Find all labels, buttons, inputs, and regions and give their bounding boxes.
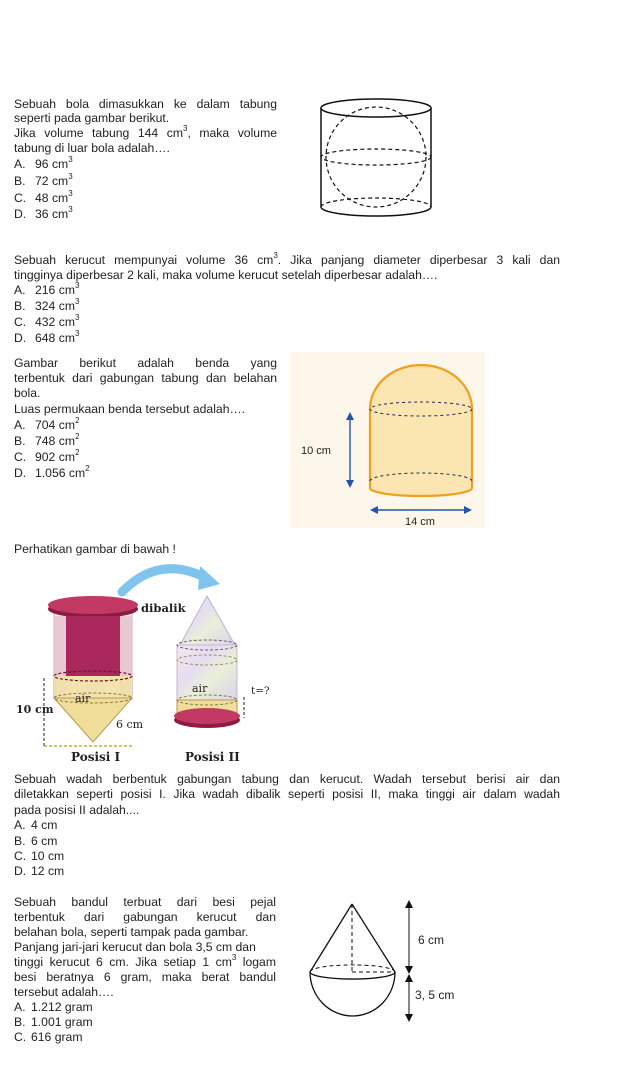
q3-line-4: Luas permukaan benda tersebut adalah…. [14,402,246,416]
q4-posisi-1-label: Posisi I [71,750,121,764]
q4-container-figure [14,560,284,768]
q3-width-label: 14 cm [405,516,435,528]
q5-option-b[interactable]: B. 1.001 gram [14,1015,93,1029]
q2-option-a[interactable]: A. 216 $cm^3$ [14,280,80,297]
q1-option-c[interactable]: C. 48 $cm^3$ [14,188,73,205]
q5-pendulum-figure [300,892,470,1032]
q3-option-b[interactable]: B. 748 $cm^2$ [14,431,80,448]
q4-dibalik-label: dibalik [141,601,186,615]
q1-sphere-in-cylinder-figure [318,96,438,221]
q5-line-4: Panjang jari-jari kerucut dan bola 3,5 cm dan [14,940,256,954]
q5-line-6: besi beratnya 6 gram, maka berat bandul [14,970,276,984]
q5-line-1: Sebuah bandul terbuat dari besi pejal [14,895,276,909]
q2-line-1: Sebuah kerucut mempunyai volume 36 $cm^3$. Jika panjang diameter diperbesar 3 kali dan [14,250,560,267]
q4-t-label: t=? [251,685,270,697]
q5-option-a[interactable]: A. 1.212 gram [14,1000,93,1014]
q5-radius-label: 3, 5 cm [415,988,455,1002]
q2-option-b[interactable]: B. 324 $cm^3$ [14,296,80,313]
q2-option-d[interactable]: D. 648 $cm^3$ [14,328,80,345]
q4-air-label-1: air [75,692,91,705]
q1-option-d[interactable]: D. 36 $cm^3$ [14,204,73,221]
q4-line-2: diletakkan seperti posisi I. Jika wadah dibalik seperti posisi II, maka tinggi air dalam wadah [14,787,560,801]
q5-line-7: tersebut adalah…. [14,985,114,999]
q1-line-2: seperti pada gambar berikut. [14,111,170,125]
q3-line-2: terbentuk dari gabungan tabung dan belahan [14,371,277,385]
q1-option-b[interactable]: B. 72 $cm^3$ [14,171,73,188]
q4-option-a[interactable]: A. 4 cm [14,818,58,832]
q4-line-3: pada posisi II adalah.... [14,803,140,817]
q2-option-c[interactable]: C. 432 $cm^3$ [14,312,80,329]
q3-option-c[interactable]: C. 902 $cm^2$ [14,447,80,464]
q2-line-2: tingginya diperbesar 2 kali, maka volume kerucut setelah diperbesar adalah…. [14,268,438,282]
q5-line-3: belahan bola, seperti tampak pada gambar. [14,925,249,939]
q1-line-1: Sebuah bola dimasukkan ke dalam tabung [14,97,277,111]
q3-option-a[interactable]: A. 704 $cm^2$ [14,415,80,432]
q3-height-label: 10 cm [301,445,331,457]
q5-line-2: terbentuk dari gabungan kerucut dan [14,910,276,924]
q4-cone-label: 6 cm [116,718,144,731]
q4-air-label-2: air [192,682,208,695]
q1-line-4: tabung di luar bola adalah…. [14,141,170,155]
q5-line-5: tinggi kerucut 6 cm. Jika setiap 1 $cm^3$ logam [14,952,276,969]
q4-posisi-2-label: Posisi II [185,750,240,764]
q3-capsule-figure [290,352,485,528]
q3-line-1: Gambar berikut adalah benda yang [14,356,277,370]
q4-option-d[interactable]: D. 12 cm [14,864,65,878]
q3-option-d[interactable]: D. 1.056 $cm^2$ [14,463,90,480]
q5-cone-label: 6 cm [418,933,445,947]
q1-option-a[interactable]: A. 96 $cm^3$ [14,154,73,171]
q4-intro: Perhatikan gambar di bawah ! [14,542,176,556]
q4-option-c[interactable]: C. 10 cm [14,849,65,863]
q1-line-3: Jika volume tabung 144 $cm^3$, maka volume [14,123,277,140]
q3-line-3: bola. [14,386,41,400]
q4-line-1: Sebuah wadah berbentuk gabungan tabung dan kerucut. Wadah tersebut berisi air dan [14,772,560,786]
q5-option-c[interactable]: C. 616 gram [14,1030,83,1044]
q4-option-b[interactable]: B. 6 cm [14,834,58,848]
q4-height-label: 10 cm [16,703,54,716]
